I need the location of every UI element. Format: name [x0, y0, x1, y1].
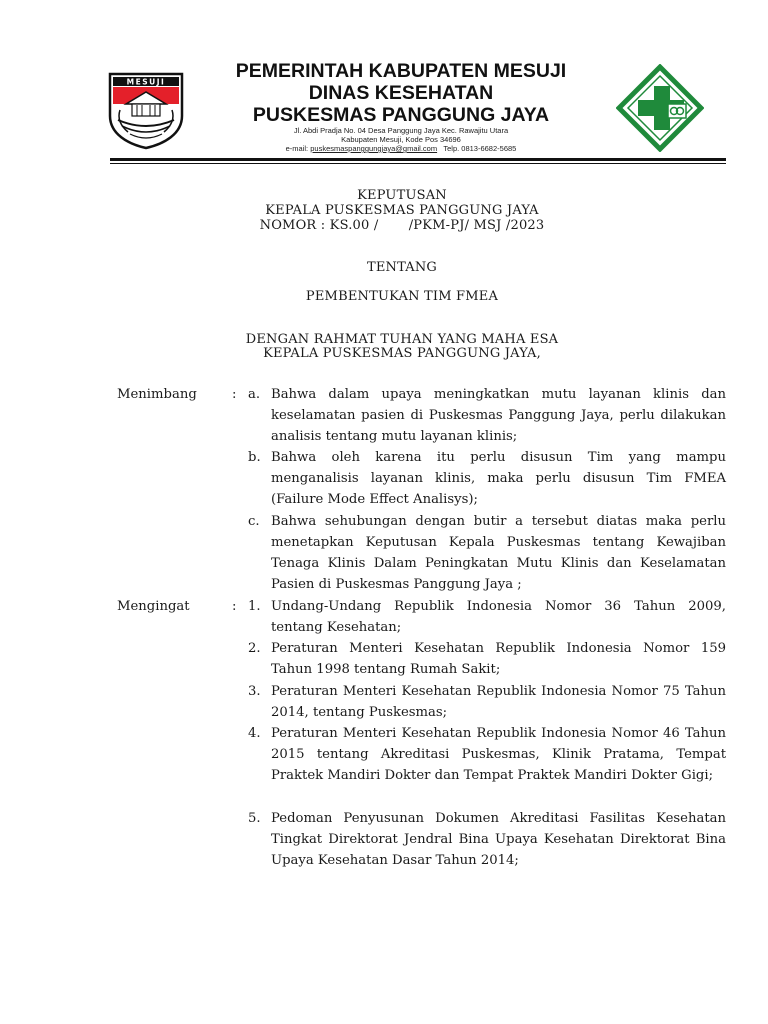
header-address: Jl. Abdi Pradja No. 04 Desa Panggung Jaya Kec. Rawajitu Utara [293, 126, 509, 135]
list-item-marker: c. [248, 514, 260, 529]
header-address-city: Kabupaten Mesuji, Kode Pos 34696 [341, 135, 461, 144]
list-item: Peraturan Menteri Kesehatan Republik Indonesia Nomor 159 Tahun 1998 tentang Rumah Sakit; [271, 641, 726, 677]
list-item: Peraturan Menteri Kesehatan Republik Indonesia Nomor 46 Tahun 2015 tentang Akreditasi Puskesmas, Klinik Pratama, Tempat Praktek Mandiri Dokter dan Tempat Praktek Mandiri Dokter Gigi; [271, 726, 726, 783]
list-item-marker: 2. [248, 641, 261, 656]
list-item: Undang-Undang Republik Indonesia Nomor 36 Tahun 2009, tentang Kesehatan; [271, 599, 726, 635]
section-colon: : [232, 599, 237, 614]
decree-issuer: KEPALA PUSKESMAS PANGGUNG JAYA [265, 203, 539, 218]
list-item: Pedoman Penyusunan Dokumen Akreditasi Fasilitas Kesehatan Tingkat Direktorat Jendral Bina Upaya Kesehatan Direktorat Bina Upaya Kesehatan Dasar Tahun 2014; [271, 811, 726, 868]
header-institution: PUSKESMAS PANGGUNG JAYA [252, 104, 550, 126]
section-label-menimbang: Menimbang [117, 387, 197, 402]
list-item-marker: b. [248, 450, 261, 465]
phone-number: Telp. 0813-6682-5685 [443, 144, 517, 153]
svg-text:MESUJI: MESUJI [126, 77, 166, 87]
list-item: Bahwa sehubungan dengan butir a tersebut diatas maka perlu menetapkan Keputusan Kepala Puskesmas tentang Kewajiban Tenaga Klinis Dalam Peningkatan Mutu Klinis dan Keselamatan Pasien di Puskesmas Panggung Jaya ; [271, 514, 726, 592]
email-prefix: e-mail: [285, 144, 311, 153]
email-link[interactable]: puskesmaspanggungjaya@gmail.com [310, 144, 438, 153]
section-label-mengingat: Mengingat [117, 599, 190, 614]
puskesmas-emblem-icon [616, 64, 704, 152]
list-item-marker: 3. [248, 684, 261, 699]
decree-about: TENTANG [366, 260, 438, 275]
section-colon: : [232, 387, 237, 402]
header-contact [196, 144, 606, 153]
list-item: Peraturan Menteri Kesehatan Republik Indonesia Nomor 75 Tahun 2014, tentang Puskesmas; [271, 684, 726, 720]
list-item-marker: 4. [248, 726, 261, 741]
list-item: Bahwa oleh karena itu perlu disusun Tim yang mampu menganalisis layanan klinis, maka perlu disusun Tim FMEA (Failure Mode Effect Analisys); [271, 450, 726, 507]
decree-subject: PEMBENTUKAN TIM FMEA [305, 289, 499, 304]
header-divider-thin [110, 163, 726, 164]
header-government: PEMERINTAH KABUPATEN MESUJI [235, 60, 567, 82]
preamble-line-2: KEPALA PUSKESMAS PANGGUNG JAYA, [263, 346, 541, 361]
header-divider-thick [110, 158, 726, 161]
list-item-marker: 1. [248, 599, 261, 614]
header-department: DINAS KESEHATAN [308, 82, 494, 104]
decree-title: KEPUTUSAN [357, 188, 447, 203]
list-item: Bahwa dalam upaya meningkatkan mutu layanan klinis dan keselamatan pasien di Puskesmas Panggung Jaya, perlu dilakukan analisis tentang mutu layanan klinis; [271, 387, 726, 444]
decree-number: NOMOR : KS.00 / /PKM-PJ/ MSJ /2023 [259, 218, 545, 233]
list-item-marker: a. [248, 387, 261, 402]
preamble-line-1: DENGAN RAHMAT TUHAN YANG MAHA ESA [245, 332, 559, 347]
list-item-marker: 5. [248, 811, 261, 826]
mesuji-emblem-icon [106, 70, 186, 150]
